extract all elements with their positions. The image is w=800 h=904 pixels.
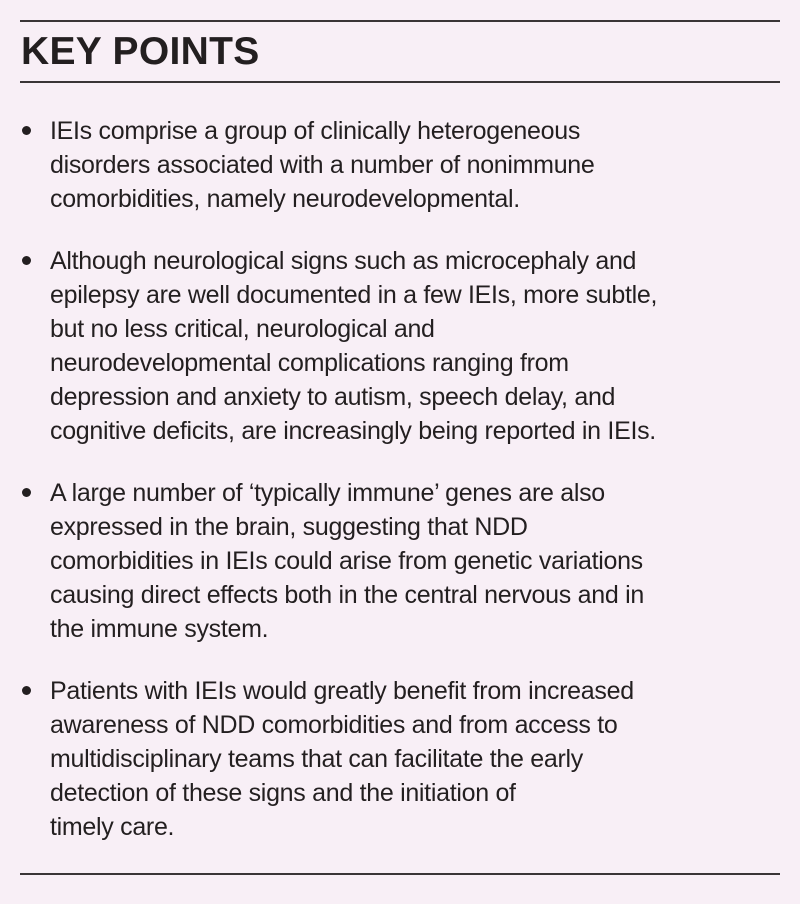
key-point-line: multidisciplinary teams that can facilitate the early — [50, 745, 583, 773]
key-point-line: the immune system. — [50, 615, 269, 643]
section-title: KEY POINTS — [21, 30, 260, 73]
key-point-line: detection of these signs and the initiation of — [50, 779, 516, 807]
key-point-line: neurodevelopmental complications ranging from — [50, 349, 569, 377]
bullet-icon — [22, 488, 31, 497]
title-rule — [20, 81, 780, 83]
key-point-line: A large number of ‘typically immune’ genes are also — [50, 479, 605, 507]
bullet-icon — [22, 256, 31, 265]
key-point-line: but no less critical, neurological and — [50, 315, 435, 343]
bullet-icon — [22, 686, 31, 695]
key-point-line: causing direct effects both in the central nervous and in — [50, 581, 644, 609]
key-point-line: disorders associated with a number of nonimmune — [50, 151, 595, 179]
key-point-line: epilepsy are well documented in a few IEIs, more subtle, — [50, 281, 658, 309]
key-point-line: awareness of NDD comorbidities and from access to — [50, 711, 618, 739]
key-point-line: IEIs comprise a group of clinically heterogeneous — [50, 117, 581, 145]
key-point-line: expressed in the brain, suggesting that NDD — [50, 513, 528, 541]
key-point-line: cognitive deficits, are increasingly being reported in IEIs. — [50, 417, 656, 445]
key-point-item — [22, 244, 792, 448]
key-point-line: depression and anxiety to autism, speech delay, and — [50, 383, 616, 411]
key-point-item — [22, 114, 792, 216]
key-point-line: comorbidities in IEIs could arise from genetic variations — [50, 547, 643, 575]
key-point-line: comorbidities, namely neurodevelopmental. — [50, 185, 520, 213]
bullet-icon — [22, 126, 31, 135]
key-points-list — [22, 114, 792, 872]
key-point-item — [22, 476, 792, 646]
key-point-line: Patients with IEIs would greatly benefit from increased — [50, 677, 634, 705]
bottom-rule — [20, 873, 780, 875]
top-rule — [20, 20, 780, 22]
key-point-line: timely care. — [50, 813, 175, 841]
key-point-line: Although neurological signs such as microcephaly and — [50, 247, 637, 275]
key-point-item — [22, 674, 792, 844]
